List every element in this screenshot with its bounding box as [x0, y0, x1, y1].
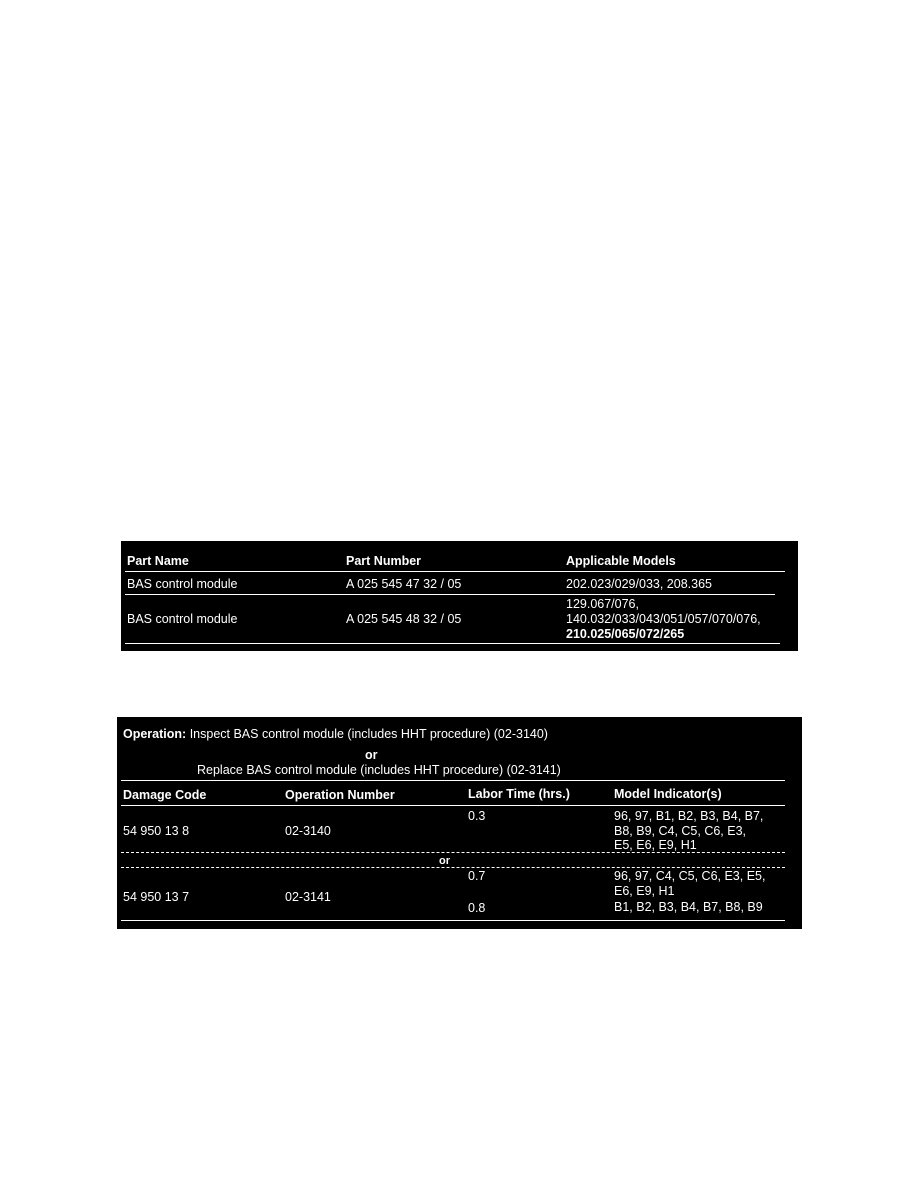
models-2-line-1: 129.067/076,	[566, 597, 639, 611]
header-damage-code: Damage Code	[123, 788, 207, 802]
labor-time-2a: 0.7	[468, 869, 486, 883]
models-row1-line-3: E5, E6, E9, H1	[614, 838, 697, 852]
damage-code-1: 54 950 13 8	[123, 824, 190, 838]
separator-dash-bottom	[121, 867, 785, 868]
operation-replace: Replace BAS control module (includes HHT procedure) (02-3141)	[197, 763, 561, 777]
header-operation-number: Operation Number	[285, 788, 395, 802]
models-1: 202.023/029/033, 208.365	[566, 577, 712, 591]
bottom-rule	[125, 643, 780, 644]
labor-time-1: 0.3	[468, 809, 486, 823]
operation-inspect: Inspect BAS control module (includes HHT procedure) (02-3140)	[189, 727, 548, 741]
damage-code-2: 54 950 13 7	[123, 890, 190, 904]
operation-or: or	[365, 748, 378, 762]
models-row1-line-2: B8, B9, C4, C5, C6, E3,	[614, 824, 747, 838]
header-part-name: Part Name	[127, 554, 189, 568]
row-rule	[125, 594, 775, 595]
separator-dash-top	[121, 852, 785, 853]
operation-line	[123, 727, 548, 742]
header-rule	[121, 805, 785, 806]
bottom-rule	[121, 920, 785, 921]
models-row2-line-3: B1, B2, B3, B4, B7, B8, B9	[614, 900, 763, 914]
part-name-2: BAS control module	[127, 612, 238, 626]
models-row2-line-2: E6, E9, H1	[614, 884, 675, 898]
operation-number-1: 02-3140	[285, 824, 331, 838]
models-2-line-3: 210.025/065/072/265	[566, 627, 685, 641]
header-rule	[125, 571, 785, 572]
operation-label: Operation:	[123, 727, 187, 741]
operation-rule	[121, 780, 785, 781]
operations-table	[117, 717, 802, 929]
operation-number-2: 02-3141	[285, 890, 331, 904]
header-model-indicators: Model Indicator(s)	[614, 787, 722, 801]
header-labor-time: Labor Time (hrs.)	[468, 787, 570, 801]
part-name-1: BAS control module	[127, 577, 238, 591]
header-applicable-models: Applicable Models	[566, 554, 676, 568]
separator-or: or	[439, 855, 450, 867]
labor-time-2b: 0.8	[468, 901, 486, 915]
header-part-number: Part Number	[346, 554, 422, 568]
part-number-1: A 025 545 47 32 / 05	[346, 577, 462, 591]
models-row1-line-1: 96, 97, B1, B2, B3, B4, B7,	[614, 809, 764, 823]
parts-table	[121, 541, 798, 651]
part-number-2: A 025 545 48 32 / 05	[346, 612, 462, 626]
models-row2-line-1: 96, 97, C4, C5, C6, E3, E5,	[614, 869, 766, 883]
models-2-line-2: 140.032/033/043/051/057/070/076,	[566, 612, 761, 626]
